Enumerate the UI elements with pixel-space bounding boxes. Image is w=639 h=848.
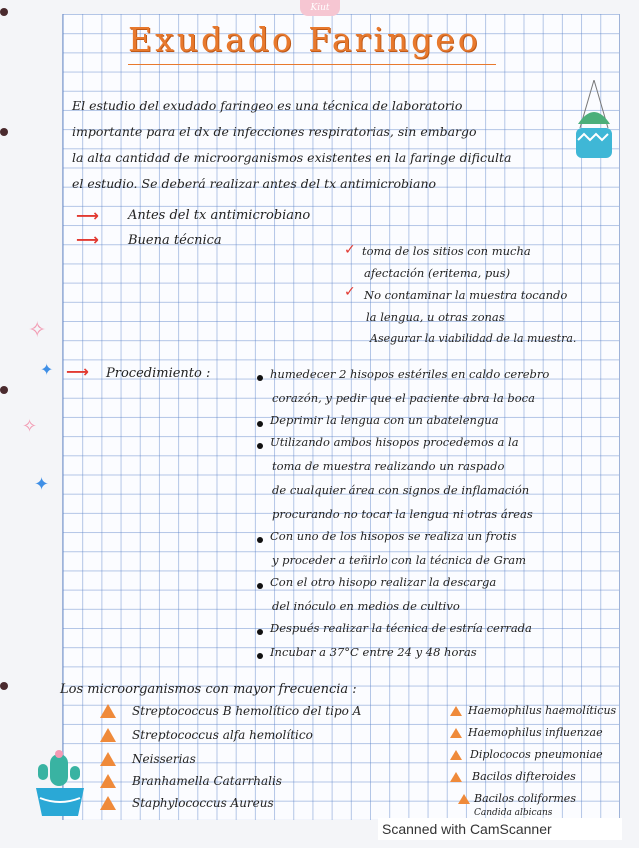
- hanging-plant-icon: [570, 80, 618, 180]
- micro-right-item: Candida albicans: [474, 808, 553, 818]
- micro-right-item: Diplococos pneumoniae: [470, 748, 603, 761]
- intro-line: la alta cantidad de microorganismos existentes en la faringe dificulta: [72, 150, 512, 165]
- micro-left-item: Branhamella Catarrhalis: [132, 774, 282, 788]
- bullet: [257, 537, 263, 543]
- procedure-line: del inóculo en medios de cultivo: [272, 599, 460, 613]
- triangle-bullet-icon: [100, 728, 116, 742]
- punch-hole: [0, 8, 8, 16]
- intro-line: importante para el dx de infecciones respiratorias, sin embargo: [72, 124, 477, 139]
- requirement-item: Buena técnica: [128, 233, 222, 248]
- punch-hole: [0, 386, 8, 394]
- technique-note: toma de los sitios con mucha: [362, 244, 531, 258]
- requirement-item: Antes del tx antimicrobiano: [128, 208, 311, 223]
- star-icon: ✧: [22, 416, 38, 437]
- micro-right-item: Haemophilus haemolíticus: [468, 704, 617, 717]
- micro-right-item: Bacilos difteroides: [472, 770, 576, 783]
- triangle-bullet-icon: [458, 794, 470, 804]
- micro-header: Los microorganismos con mayor frecuencia :: [60, 682, 357, 697]
- intro-line: el estudio. Se deberá realizar antes del tx antimicrobiano: [72, 176, 437, 191]
- procedure-line: Utilizando ambos hisopos procedemos a la: [270, 435, 519, 449]
- triangle-bullet-icon: [100, 796, 116, 810]
- bullet: [257, 583, 263, 589]
- micro-left-item: Streptococcus alfa hemolítico: [132, 728, 313, 742]
- red-check-icon: ✓: [344, 242, 356, 258]
- procedure-line: Deprimir la lengua con un abatelengua: [270, 413, 499, 427]
- triangle-bullet-icon: [100, 774, 116, 788]
- technique-note: Asegurar la viabilidad de la muestra.: [370, 332, 577, 345]
- triangle-bullet-icon: [450, 772, 462, 782]
- procedure-line: Incubar a 37°C entre 24 y 48 horas: [270, 645, 477, 659]
- page-title: Exudado Faringeo: [128, 20, 481, 59]
- star-icon: ✦: [40, 360, 54, 379]
- procedure-line: procurando no tocar la lengua ni otras áreas: [272, 507, 533, 521]
- star-icon: ✧: [28, 318, 47, 343]
- micro-right-item: Haemophilus influenzae: [468, 726, 603, 739]
- micro-right-item: Bacilos coliformes: [474, 792, 576, 805]
- procedure-line: humedecer 2 hisopos estériles en caldo cerebro: [270, 367, 550, 381]
- technique-note: No contaminar la muestra tocando: [364, 288, 568, 302]
- bullet: [257, 375, 263, 381]
- bullet: [257, 421, 263, 427]
- procedure-label: Procedimiento :: [106, 366, 211, 381]
- procedure-line: Después realizar la técnica de estría cerrada: [270, 621, 532, 635]
- brand-tab: Kiut: [300, 0, 340, 16]
- triangle-bullet-icon: [450, 706, 462, 716]
- bullet: [257, 653, 263, 659]
- procedure-line: toma de muestra realizando un raspado: [272, 459, 505, 473]
- micro-left-item: Streptococcus B hemolítico del tipo A: [132, 704, 362, 718]
- micro-left-item: Neisserias: [132, 752, 196, 766]
- red-check-icon: ✓: [344, 284, 356, 300]
- bullet: [257, 443, 263, 449]
- procedure-line: corazón, y pedir que el paciente abra la boca: [272, 391, 535, 405]
- triangle-bullet-icon: [100, 704, 116, 718]
- red-arrow-icon: ⟶: [76, 230, 99, 249]
- red-arrow-icon: ⟶: [66, 362, 89, 381]
- triangle-bullet-icon: [100, 752, 116, 766]
- punch-hole: [0, 682, 8, 690]
- title-underline: [128, 64, 496, 65]
- punch-hole: [0, 128, 8, 136]
- micro-left-item: Staphylococcus Aureus: [132, 796, 274, 810]
- procedure-line: y proceder a teñirlo con la técnica de Gram: [272, 553, 527, 567]
- procedure-line: Con el otro hisopo realizar la descarga: [270, 575, 497, 589]
- procedure-line: de cualquier área con signos de inflamación: [272, 483, 530, 497]
- star-icon: ✦: [34, 474, 50, 495]
- intro-line: El estudio del exudado faringeo es una técnica de laboratorio: [72, 98, 463, 113]
- triangle-bullet-icon: [450, 750, 462, 760]
- triangle-bullet-icon: [450, 728, 462, 738]
- procedure-line: Con uno de los hisopos se realiza un frotis: [270, 529, 517, 543]
- scanner-footer: Scanned with CamScanner: [378, 818, 622, 840]
- cactus-pot-icon: [30, 748, 90, 820]
- technique-note: afectación (eritema, pus): [364, 266, 511, 280]
- red-arrow-icon: ⟶: [76, 206, 99, 225]
- technique-note: la lengua, u otras zonas: [366, 310, 505, 324]
- bullet: [257, 629, 263, 635]
